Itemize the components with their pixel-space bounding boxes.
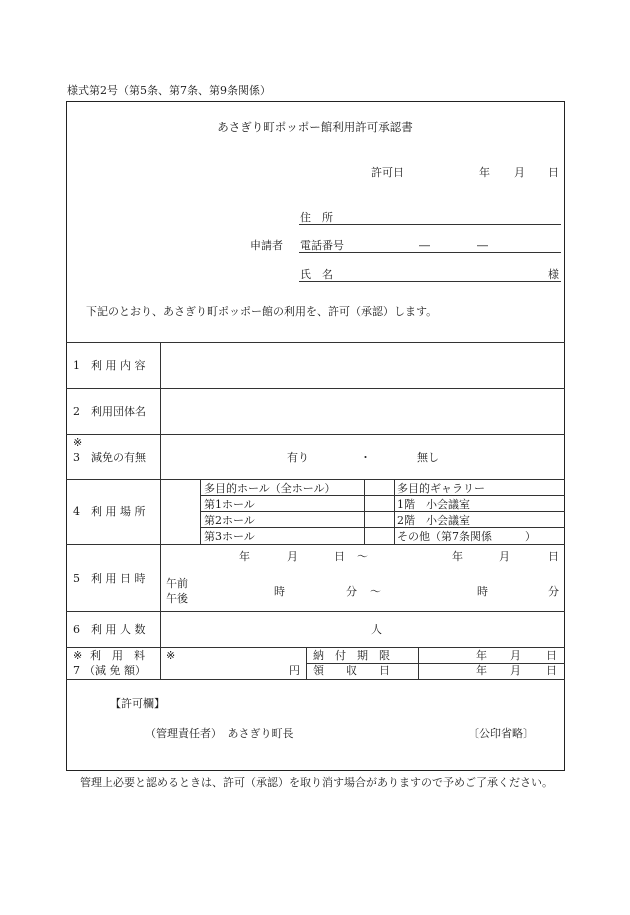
date-range-tilde: ～ bbox=[357, 550, 368, 563]
table-top-line bbox=[66, 342, 565, 343]
seal-omitted: 〔公印省略〕 bbox=[468, 727, 534, 740]
venue-room-2f: 2階 小会議室 bbox=[397, 514, 470, 527]
due-month: 月 bbox=[510, 649, 521, 662]
row-line bbox=[66, 611, 565, 612]
row-group-label: 2 利用団体名 bbox=[73, 405, 146, 418]
permit-date-year: 年 bbox=[479, 166, 490, 179]
venue-gallery: 多目的ギャラリー bbox=[397, 482, 485, 495]
venue-checkbox-col bbox=[200, 479, 201, 544]
exemption-no: 無し bbox=[417, 451, 439, 464]
venue-other: その他（第7条関係 ） bbox=[397, 530, 536, 543]
row-line bbox=[66, 647, 565, 648]
row-line bbox=[66, 388, 565, 389]
exemption-separator: ・ bbox=[360, 451, 371, 464]
permit-date-day: 日 bbox=[548, 166, 559, 179]
footer-note: 管理上必要と認めるときは、許可（承認）を取り消す場合がありますので予めご了承ください。 bbox=[80, 776, 553, 789]
applicant-name-label: 氏 名 bbox=[300, 268, 333, 281]
label-column-divider bbox=[160, 342, 161, 679]
venue-hall-1: 第1ホール bbox=[204, 498, 255, 511]
start-year: 年 bbox=[239, 550, 250, 563]
applicant-honorific: 様 bbox=[548, 268, 559, 281]
table-bottom-line bbox=[66, 679, 565, 680]
receipt-month: 月 bbox=[510, 664, 521, 677]
end-minute: 分 bbox=[548, 585, 559, 598]
applicant-address-label: 住 所 bbox=[300, 211, 333, 224]
row-line bbox=[66, 479, 565, 480]
due-day: 日 bbox=[546, 649, 557, 662]
receipt-day: 日 bbox=[546, 664, 557, 677]
document-title: あさぎり町ポッポー館利用許可承認書 bbox=[217, 120, 413, 134]
fee-col bbox=[306, 647, 307, 679]
row-line bbox=[66, 544, 565, 545]
people-unit: 人 bbox=[371, 623, 382, 636]
row-purpose-label: 1 利 用 内 容 bbox=[73, 359, 146, 372]
permit-date-label: 許可日 bbox=[371, 166, 404, 179]
fee-number: 7 bbox=[73, 664, 80, 677]
start-month: 月 bbox=[287, 550, 298, 563]
row-datetime-label: 5 利 用 日 時 bbox=[73, 572, 146, 585]
fee-value-mark: ※ bbox=[166, 649, 176, 662]
payment-due-label: 納 付 期 限 bbox=[313, 649, 390, 662]
applicant-label: 申請者 bbox=[250, 239, 283, 252]
manager-line: （管理責任者） あさぎり町長 bbox=[145, 727, 294, 740]
name-underline bbox=[299, 281, 561, 282]
row-exemption-label: 3 減免の有無 bbox=[73, 451, 146, 464]
pm-label: 午後 bbox=[166, 592, 188, 605]
end-day: 日 bbox=[548, 550, 559, 563]
end-hour: 時 bbox=[477, 585, 488, 598]
receipt-year: 年 bbox=[476, 664, 487, 677]
fee-mark: ※ bbox=[73, 649, 83, 662]
receipt-date-label: 領 収 日 bbox=[313, 664, 390, 677]
venue-line bbox=[200, 495, 565, 496]
start-day: 日 bbox=[334, 550, 345, 563]
end-year: 年 bbox=[452, 550, 463, 563]
venue-right-col bbox=[394, 479, 395, 544]
venue-line bbox=[200, 511, 565, 512]
venue-hall-3: 第3ホール bbox=[204, 530, 255, 543]
approval-statement: 下記のとおり、あさぎり町ポッポー館の利用を、許可（承認）します。 bbox=[86, 305, 438, 318]
phone-dash-1: ― bbox=[419, 239, 430, 252]
applicant-phone-label: 電話番号 bbox=[300, 239, 344, 252]
exemption-mark: ※ bbox=[73, 436, 83, 449]
venue-hall-all: 多目的ホール（全ホール） bbox=[204, 482, 336, 495]
address-underline bbox=[299, 224, 561, 225]
permit-date-month: 月 bbox=[514, 166, 525, 179]
row-people-label: 6 利 用 人 数 bbox=[73, 623, 146, 636]
due-year: 年 bbox=[476, 649, 487, 662]
am-label: 午前 bbox=[166, 577, 188, 590]
permit-section-label: 【許可欄】 bbox=[110, 697, 165, 710]
start-minute: 分 bbox=[346, 585, 357, 598]
end-month: 月 bbox=[499, 550, 510, 563]
phone-underline bbox=[299, 252, 561, 253]
phone-dash-2: ― bbox=[477, 239, 488, 252]
venue-room-1f: 1階 小会議室 bbox=[397, 498, 470, 511]
form-number: 様式第2号（第5条、第7条、第9条関係） bbox=[67, 84, 271, 97]
venue-mid-col bbox=[364, 479, 365, 544]
time-range-tilde: ～ bbox=[370, 585, 381, 598]
fee-unit: 円 bbox=[289, 664, 300, 677]
fee-exemption-label: （減 免 額） bbox=[84, 664, 146, 677]
row-fee-label: 利 用 料 bbox=[90, 649, 145, 662]
row-venue-label: 4 利 用 場 所 bbox=[73, 505, 146, 518]
row-line bbox=[66, 434, 565, 435]
exemption-yes: 有り bbox=[287, 451, 309, 464]
venue-hall-2: 第2ホール bbox=[204, 514, 255, 527]
start-hour: 時 bbox=[274, 585, 285, 598]
fee-col bbox=[418, 647, 419, 679]
venue-line bbox=[200, 527, 565, 528]
